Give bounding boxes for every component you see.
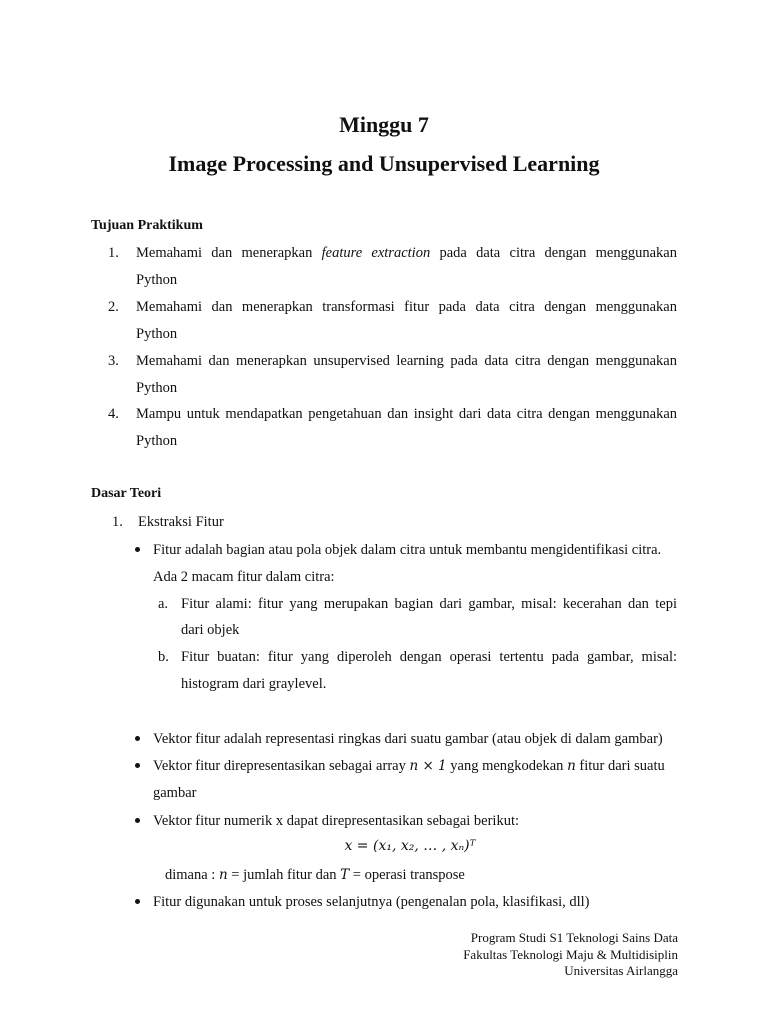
section-heading-tujuan: Tujuan Praktikum [91,218,203,233]
sub-list-text: Fitur buatan: fitur yang diperoleh dengan operasi tertentu pada gambar, misal: [181,649,677,665]
list-item-continuation: Python [136,272,178,288]
list-number: 3. [108,353,119,369]
sub-list-continuation: dari objek [181,622,240,638]
list-item-text: Memahami dan menerapkan feature extraction pada data citra dengan menggunakan [136,245,677,261]
math-expression: n × 1 [409,758,447,774]
bullet-text: Fitur digunakan untuk proses selanjutnya (pengenalan pola, klasifikasi, dll) [153,894,590,910]
bullet-text: Vektor fitur adalah representasi ringkas dari suatu gambar (atau objek di dalam gambar) [153,731,663,747]
equation: x = (x₁, x₂, … , xₙ)ᵀ [344,838,476,854]
emphasis-text: feature extraction [321,245,431,261]
bullet-text: Vektor fitur direpresentasikan sebagai array n × 1 yang mengkodekan n fitur dari suatu [153,758,665,774]
page-title: Minggu 7 [339,112,429,137]
list-item-continuation: Python [136,326,178,342]
bullet-icon [135,547,140,552]
list-item-text: Mampu untuk mendapatkan pengetahuan dan insight dari data citra dengan menggunakan [136,406,677,422]
list-number: 1. [112,514,123,530]
list-number: 2. [108,299,119,315]
bullet-text-continuation: Ada 2 macam fitur dalam citra: [153,569,335,585]
footer-line-faculty: Fakultas Teknologi Maju & Multidisiplin [463,947,678,962]
sub-list-text: Fitur alami: fitur yang merupakan bagian dari gambar, misal: kecerahan dan tepi [181,596,677,612]
list-item-label: Ekstraksi Fitur [138,514,224,530]
footer-line-program: Program Studi S1 Teknologi Sains Data [470,930,678,945]
math-variable: n [218,867,228,883]
footer-line-university: Universitas Airlangga [564,963,678,978]
equation-explanation: dimana : n = jumlah fitur dan T = operasi transpose [165,867,465,883]
sub-list-letter: a. [158,596,169,612]
bullet-icon [135,763,140,768]
bullet-icon [135,736,140,741]
section-heading-dasar-teori: Dasar Teori [91,486,162,501]
list-item-continuation: Python [136,433,178,449]
list-item-text: Memahami dan menerapkan unsupervised learning pada data citra dengan menggunakan [136,353,677,369]
bullet-icon [135,818,140,823]
bullet-text-continuation: gambar [153,785,197,801]
bullet-text: Vektor fitur numerik x dapat direpresentasikan sebagai berikut: [153,813,520,829]
bullet-text: Fitur adalah bagian atau pola objek dalam citra untuk membantu mengidentifikasi citra. [153,542,662,558]
bullet-icon [135,899,140,904]
list-item-continuation: Python [136,380,178,396]
math-variable: n [567,758,576,774]
sub-list-letter: b. [158,649,169,665]
list-item-text: Memahami dan menerapkan transformasi fitur pada data citra dengan menggunakan [136,299,677,315]
math-variable: T [340,867,350,883]
list-number: 4. [108,406,119,422]
page-subtitle: Image Processing and Unsupervised Learning [168,151,600,176]
list-number: 1. [108,245,119,261]
sub-list-continuation: histogram dari graylevel. [181,676,327,692]
